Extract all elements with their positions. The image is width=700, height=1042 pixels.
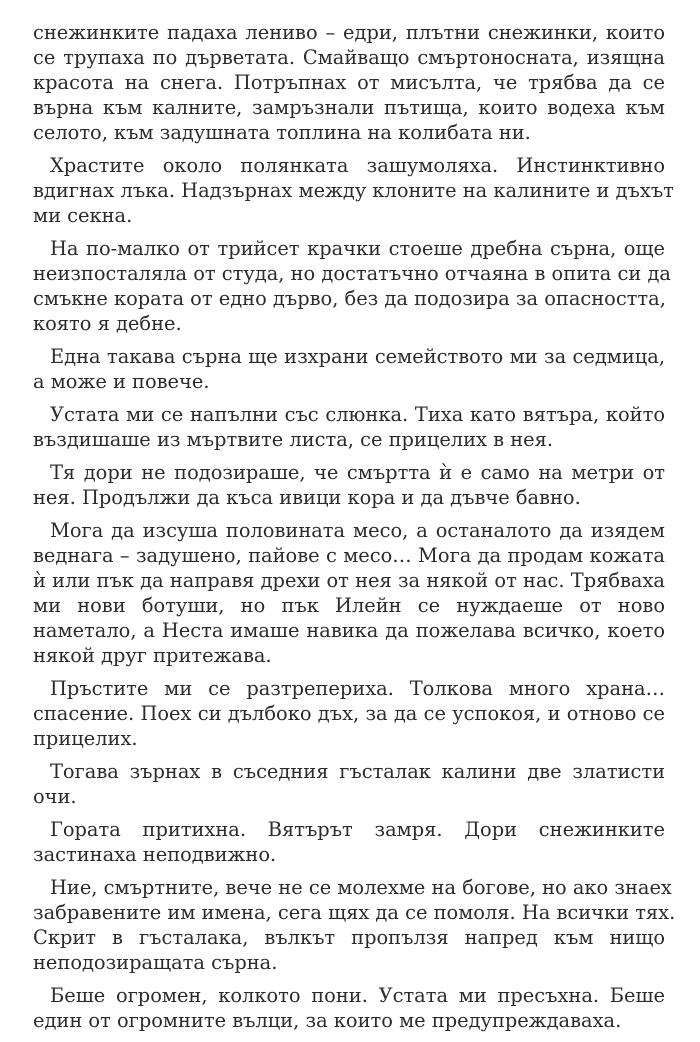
text-line: Тя дори не подозираше, че смъртта ѝ е само на метри от <box>50 460 665 484</box>
paragraph <box>33 984 665 1034</box>
text-line: застинаха неподвижно. <box>33 842 277 866</box>
text-line: веднага – задушено, пайове с месо… Мога да продам кожата <box>33 544 665 567</box>
book-page <box>33 21 676 1042</box>
text-line: Устата ми се напълни със слюнка. Тиха като вятъра, който <box>50 402 665 426</box>
text-line: Беше огромен, колкото пони. Устата ми пресъхна. Беше <box>50 983 665 1007</box>
text-line: очи. <box>33 784 77 808</box>
text-line: Храстите около полянката зашумоляха. Инстинктивно <box>50 153 665 177</box>
text-line: неподозиращата сърна. <box>33 950 278 974</box>
text-line: ми нови ботуши, но пък Илейн се нуждаеше от ново <box>33 593 665 617</box>
text-line: Ние, смъртните, вече не се молехме на богове, но ако знаех <box>50 876 672 900</box>
paragraph <box>33 153 674 229</box>
text-line: Пръстите ми се разтрепериха. Толкова много храна… <box>50 676 665 700</box>
text-line: Тогава зърнах в съседния гъсталак калини две златисти <box>50 759 665 783</box>
text-line: а може и повече. <box>33 369 210 393</box>
text-line: един от огромните вълци, за които ме предупреждаваха. <box>33 1008 622 1032</box>
text-line: снежинките падаха лениво – едри, плътни снежинки, които <box>33 21 665 44</box>
text-line: неизпосталяла от студа, но достатъчно отчаяна в опита си да <box>33 261 671 285</box>
paragraph <box>33 519 665 668</box>
paragraph <box>33 818 665 868</box>
text-line: въздишаше из мъртвите листа, се прицелих в нея. <box>33 427 554 451</box>
text-line: селото, към задушната топлина на колибата ни. <box>33 120 531 144</box>
text-line: нея. Продължи да къса ивици кора и да дъвче бавно. <box>33 485 581 509</box>
paragraph <box>33 876 676 976</box>
text-line: наметало, а Неста имаше навика да пожелава всичко, което <box>33 618 665 642</box>
text-line: смъкне кората от едно дърво, без да подозира за опасността, <box>33 286 666 310</box>
text-line: Една такава сърна ще изхрани семейството ми за седмица, <box>50 344 665 368</box>
text-line: красота на снега. Потръпнах от мисълта, че трябва да се <box>33 70 665 94</box>
paragraph <box>33 461 665 511</box>
text-line: На по-малко от трийсет крачки стоеше дребна сърна, още <box>50 236 665 260</box>
paragraph <box>33 403 665 453</box>
paragraph <box>33 677 665 752</box>
text-line: която я дебне. <box>33 311 182 335</box>
text-line: Гората притихна. Вятърът замря. Дори снежинките <box>50 817 665 841</box>
paragraph <box>33 236 671 337</box>
paragraph <box>33 345 665 395</box>
text-line: някой друг притежава. <box>33 643 272 667</box>
text-line: ѝ или пък да направя дрехи от нея за някой от нас. Трябваха <box>33 568 665 592</box>
text-line: прицелих. <box>33 726 138 750</box>
text-line: Мога да изсуша половината месо, а останалото да изядем <box>50 519 665 543</box>
text-line: спасение. Поех си дълбоко дъх, за да се успокоя, и отново се <box>33 701 665 725</box>
text-line: ми секна. <box>33 203 133 227</box>
text-line: забравените им имена, сега щях да се помоля. На всички тях. <box>33 900 676 924</box>
text-line: вдигнах лъка. Надзърнах между клоните на калините и дъхът <box>33 178 674 202</box>
text-line: се трупаха по дърветата. Смайващо смъртоносната, изящна <box>33 45 665 69</box>
text-line: Скрит в гъсталака, вълкът пропълзя напред към нищо <box>33 925 665 949</box>
paragraph <box>33 760 665 810</box>
text-line: върна към калните, замръзнали пътища, които водеха към <box>33 95 665 119</box>
paragraph <box>33 21 665 146</box>
